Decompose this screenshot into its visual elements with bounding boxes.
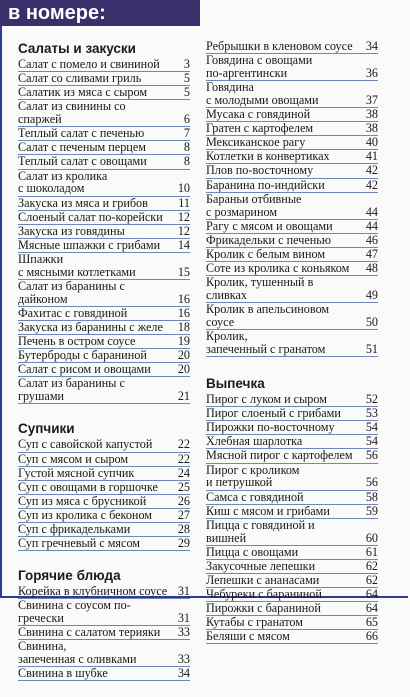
toc-entry [18,335,190,349]
toc-entry [18,86,190,100]
entry-title: Салат из свинины со спаржей [18,99,126,127]
entry-title: Плов по-восточному [206,163,314,178]
entry-page: 14 [177,237,190,252]
entry-page: 64 [365,586,378,601]
toc-section [18,420,190,551]
entry-title: Закуска из мяса и грибов [18,195,148,210]
entry-title: Баранина по-индийски [206,177,325,192]
toc-entry [18,155,190,169]
entry-title: Салатик из мяса с сыром [18,85,148,100]
entry-page: 50 [365,314,378,329]
issue-banner: в номере: [0,0,200,26]
toc-entry [206,193,378,220]
entry-title: Теплый салат с печенью [18,126,145,141]
toc-entry [206,435,378,449]
entry-page: 52 [365,392,378,407]
entry-page: 22 [177,437,190,452]
entry-title: Закуска из баранины с желе [18,320,163,335]
entry-title: Кутабы с гранатом [206,615,303,630]
entry-page: 24 [177,465,190,480]
toc-entry [206,150,378,164]
entry-title: Шпажки с мясными котлетками [18,251,136,279]
entry-page: 44 [365,218,378,233]
entry-title: Густой мясной супчик [18,465,135,480]
entry-page: 18 [177,320,190,335]
entry-title: Фахитас с говядиной [18,305,128,320]
entry-title: Пирог слоеный с грибами [206,406,341,421]
entry-title: Хлебная шарлотка [206,434,303,449]
toc-entry [18,170,190,197]
entry-title: Мясные шпажки с грибами [18,237,161,252]
entry-title: Котлетки в конвертиках [206,149,330,164]
toc-entry [206,449,378,463]
toc-entry [18,197,190,211]
entry-title: Кролик в апельсиновом соусе [206,302,330,329]
entry-page: 8 [183,154,190,169]
entry-title: Кролик, запеченный с гранатом [206,329,326,356]
entry-page: 56 [365,448,378,463]
entry-title: Ребрышки в кленовом соусе [206,39,353,53]
entry-page: 65 [365,615,378,630]
entry-page: 20 [177,348,190,363]
entry-page: 21 [177,389,190,404]
toc-entry [18,453,190,467]
toc-entry [18,141,190,155]
section-title: Горячие блюда [18,568,121,584]
toc-entry [18,481,190,495]
toc-entry [18,72,190,86]
entry-title: Беляши с мясом [206,629,290,644]
entry-page: 53 [365,406,378,421]
entry-page: 62 [365,558,378,573]
toc-section [206,40,378,357]
section-title: Салаты и закуски [18,41,136,56]
entry-title: Самса с говядиной [206,489,304,504]
entry-title: Бутерброды с бараниной [18,348,147,363]
entry-page: 34 [365,39,378,53]
entry-page: 3 [183,57,190,71]
toc-entry [206,262,378,276]
entry-page: 20 [177,362,190,377]
toc-entry [18,640,190,667]
toc-entry [206,421,378,435]
toc-entry [206,407,378,421]
entry-title: Кролик, тушенный в сливках [206,275,314,302]
toc-entry [206,546,378,560]
toc-entry [206,574,378,588]
entry-page: 22 [177,451,190,466]
entry-page: 11 [178,195,190,210]
entry-title: Бараньи отбивные с розмарином [206,191,302,219]
toc-entry [18,537,190,551]
toc-entry [18,585,190,599]
entry-page: 58 [365,489,378,504]
entry-title: Суп из кролика с беконом [18,507,153,522]
entry-title: Корейка в клубничном соусе [18,584,168,599]
entry-title: Салат из кролика с шоколадом [18,168,108,196]
entry-page: 38 [365,121,378,136]
entry-title: Салат с рисом и овощами [18,362,151,377]
entry-page: 47 [365,246,378,261]
entry-title: Свинина с соусом по-гречески [18,598,131,626]
entry-page: 36 [365,66,378,80]
entry-title: Салат из баранины с дайконом [18,278,125,306]
entry-title: Закусочные лепешки [206,558,316,573]
entry-page: 26 [177,493,190,508]
entry-page: 37 [365,93,378,107]
toc-entry [18,321,190,335]
section-title: Выпечка [206,376,265,392]
entry-page: 31 [177,584,190,599]
entry-title: Суп из мяса с брусникой [18,493,147,508]
toc-entry [18,363,190,377]
entry-page: 5 [183,71,190,86]
toc-entry [206,234,378,248]
entry-title: Пирог с луком и сыром [206,392,327,407]
entry-title: Фрикадельки с печенью [206,232,331,247]
entry-page: 25 [177,479,190,494]
entry-title: Пирог с кроликом и петрушкой [206,462,300,490]
toc-entry [206,179,378,193]
toc-entry [206,81,378,108]
toc-entry [206,220,378,234]
toc-entry [206,276,378,303]
entry-page: 54 [365,420,378,435]
entry-title: Говядина с овощами по-аргентински [206,53,313,80]
entry-title: Гратен с картофелем [206,121,314,136]
entry-title: Кролик с белым вином [206,246,326,261]
toc-entry [206,40,378,54]
entry-page: 10 [177,181,190,196]
entry-page: 66 [365,629,378,644]
entry-title: Мексиканское рагу [206,135,306,150]
entry-title: Слоеный салат по-корейски [18,209,163,224]
entry-title: Лепешки с ананасами [206,572,320,587]
entry-page: 15 [177,264,190,279]
toc-entry [18,667,190,681]
entry-page: 49 [365,287,378,302]
entry-page: 27 [177,507,190,522]
entry-page: 51 [365,341,378,356]
entry-title: Мясной пирог с картофелем [206,448,353,463]
entry-title: Пицца с овощами [206,544,299,559]
entry-title: Пирожки с бараниной [206,601,321,616]
toc-entry [18,495,190,509]
entry-page: 33 [177,652,190,667]
toc-entry [206,164,378,178]
entry-page: 7 [183,126,190,141]
toc-entry [206,505,378,519]
entry-page: 48 [365,260,378,275]
entry-page: 61 [365,544,378,559]
entry-title: Свинина в шубке [18,666,108,681]
entry-page: 12 [177,223,190,238]
entry-title: Свинина с салатом терияки [18,625,161,640]
entry-page: 28 [177,521,190,536]
entry-title: Говядина с молодыми овощами [206,80,319,107]
entry-page: 56 [365,475,378,490]
entry-page: 8 [183,140,190,155]
entry-title: Салат со сливами гриль [18,71,142,86]
toc-entry [18,467,190,481]
entry-page: 62 [365,572,378,587]
entry-page: 5 [183,85,190,100]
entry-title: Суп с мясом и сыром [18,451,129,466]
toc-entry [18,626,190,640]
entry-title: Суп гречневый с мясом [18,536,141,551]
toc-entry [18,100,190,127]
toc-entry [206,122,378,136]
entry-page: 31 [177,611,190,626]
entry-page: 33 [177,625,190,640]
toc-section [18,40,190,404]
entry-page: 12 [177,209,190,224]
entry-page: 59 [365,503,378,518]
entry-page: 38 [365,107,378,122]
toc-entry [18,523,190,537]
entry-title: Соте из кролика с коньяком [206,260,350,275]
toc-entry [18,349,190,363]
entry-page: 6 [183,112,190,127]
entry-page: 54 [365,434,378,449]
entry-title: Салат с печеным перцем [18,140,146,155]
entry-page: 19 [177,334,190,349]
entry-title: Суп с савойской капустой [18,437,153,452]
toc-entry [18,599,190,626]
toc-entry [18,253,190,280]
entry-title: Салат из баранины с грушами [18,376,125,404]
entry-title: Мусака с говядиной [206,107,311,122]
entry-page: 46 [365,232,378,247]
toc-entry [18,211,190,225]
toc-entry [18,307,190,321]
entry-page: 34 [177,666,190,681]
toc-column-left [18,40,190,697]
toc-entry [18,225,190,239]
entry-page: 29 [177,536,190,551]
toc-entry [206,54,378,81]
entry-title: Закуска из говядины [18,223,125,238]
entry-title: Пицца с говядиной и вишней [206,517,315,545]
entry-title: Суп с овощами в горшочке [18,479,158,494]
entry-title: Чебуреки с бараниной [206,586,322,601]
entry-page: 64 [365,601,378,616]
toc-section [206,375,378,644]
entry-page: 16 [177,305,190,320]
toc-entry [206,303,378,330]
entry-title: Теплый салат с овощами [18,154,147,169]
entry-page: 40 [365,135,378,150]
toc-entry [206,108,378,122]
entry-title: Суп с фрикадельками [18,521,131,536]
toc-entry [18,509,190,523]
entry-title: Печень в остром соусе [18,334,136,349]
toc-entry [18,438,190,452]
toc-entry [206,248,378,262]
toc-entry [18,239,190,253]
entry-page: 42 [365,163,378,178]
entry-title: Пирожки по-восточному [206,420,335,435]
entry-title: Рагу с мясом и овощами [206,218,333,233]
toc-entry [206,464,378,491]
entry-title: Свинина, запеченная с оливками [18,639,137,667]
entry-page: 60 [365,530,378,545]
toc-entry [18,127,190,141]
toc-entry [206,491,378,505]
toc-entry [206,616,378,630]
entry-title: Салат с помело и свининой [18,57,160,71]
toc-entry [206,630,378,644]
toc-entry [206,560,378,574]
toc-entry [18,377,190,404]
toc-entry [206,519,378,546]
toc-entry [206,393,378,407]
toc-entry [18,280,190,307]
entry-page: 42 [365,177,378,192]
toc-entry [18,58,190,72]
toc-entry [206,330,378,357]
entry-page: 16 [177,291,190,306]
toc-entry [206,136,378,150]
toc-entry [206,602,378,616]
section-title: Супчики [18,421,75,437]
entry-page: 41 [365,149,378,164]
entry-title: Киш с мясом и грибами [206,503,330,518]
toc-section [18,567,190,681]
entry-page: 44 [365,204,378,219]
toc-column-right [206,40,378,660]
